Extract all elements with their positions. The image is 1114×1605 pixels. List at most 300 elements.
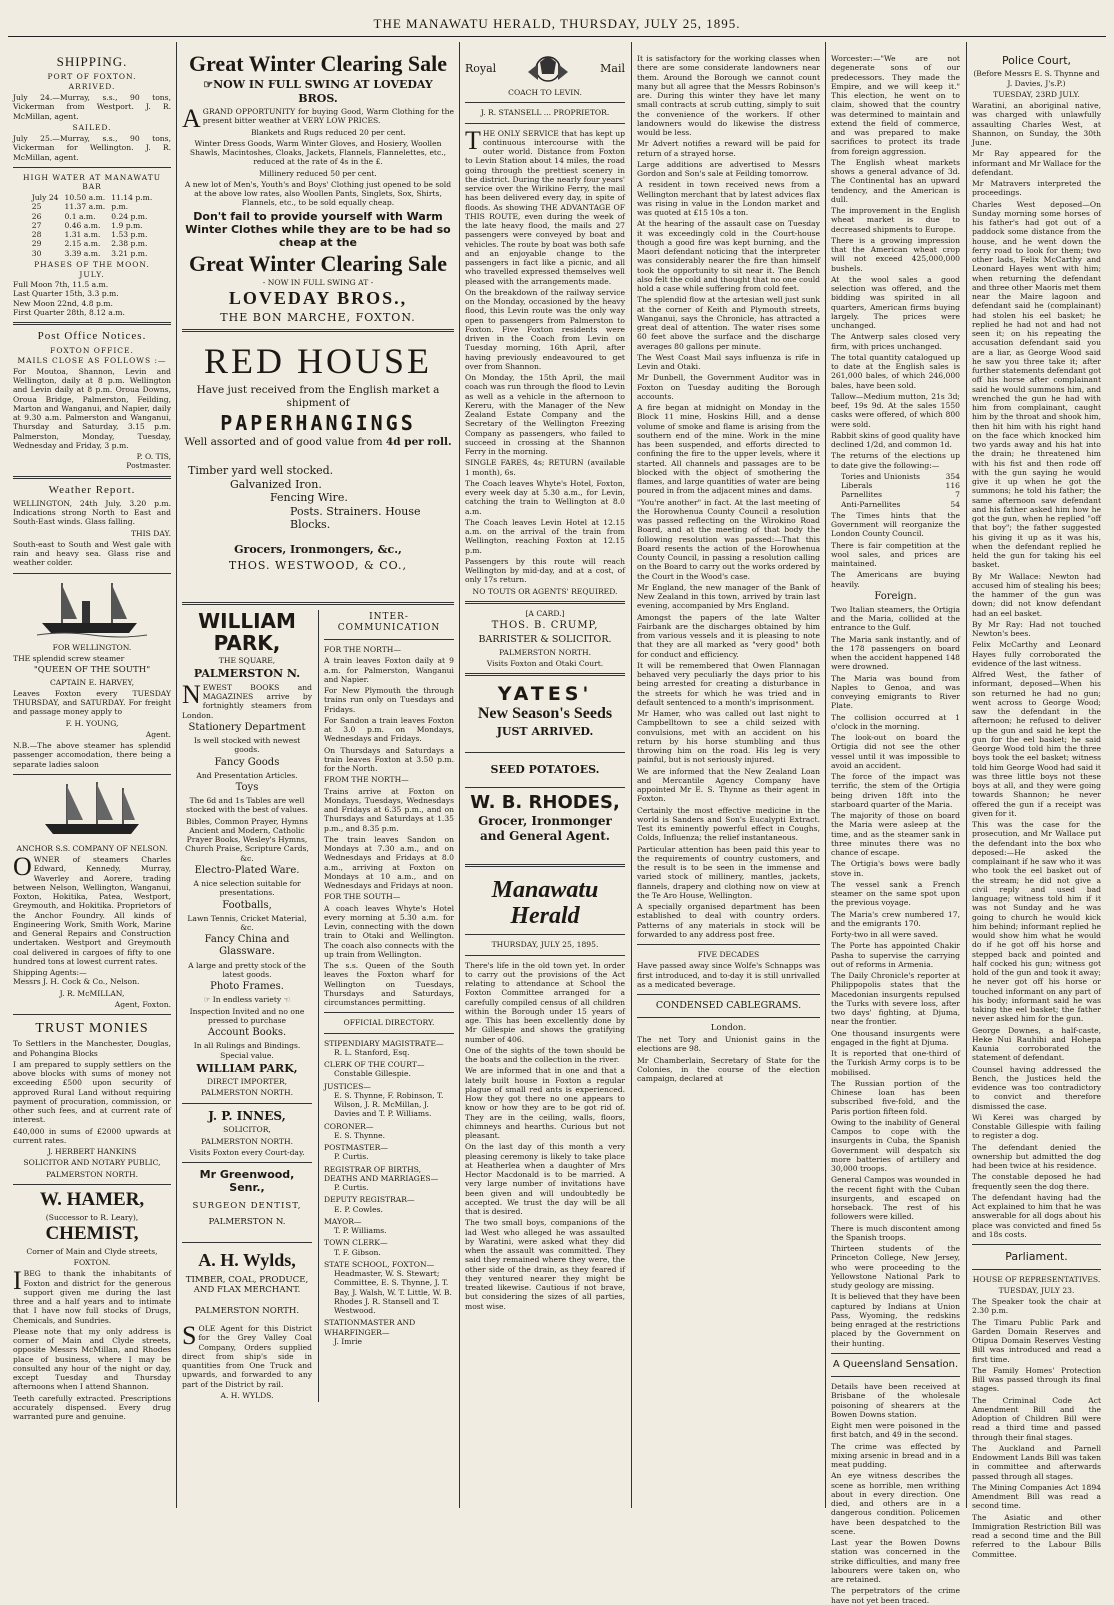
rh-grocers: Grocers, Ironmongers, &c., bbox=[234, 543, 402, 557]
tide-cell: 10.50 a.m. bbox=[64, 193, 106, 203]
news-10: "You're another" in fact. At the last meeting of the Horowhenua County Council a resolution was passed reflecting on the Wirokino Road Board, and at the meeting of that body the following resolution was passed:—That this Board resents the action of the Horowhenua County Council, in passing a resolution calling on the Board to carry out the works ordered by the Court in the Wood's case. bbox=[637, 497, 820, 581]
card-label: [A CARD.] bbox=[525, 608, 565, 618]
masthead bbox=[0, 0, 1114, 42]
tide-cell: 0.46 a.m. bbox=[64, 220, 101, 230]
police-court-4: Charles West deposed—On Sunday morning some horses of his father's had got out of a paddock some distance from the house, and he went down the ferry road to look for them; two other lads, Felix McCarthy and Leonard Hayes went with him; when returning the defendant and three other Maoris met them near the Maire lagoon and defendant said he (complainant) had stolen his eel basket; he replied he had not and had not seen it; on his repeating the accusation defendant said you are a liar, as George Wood said he saw you three take it; after further statements defendant got off his horse after complainant said he would summons him, and wrenched the gun he had with him from complainant, caught him by the throat and shook him, then hit him with his right hand on the face which knocked him two yards away and his hat into the drain; he threatened him with his fist and then rode off with the gun saying he would give it up when he got the summons; he told his father; the same afternoon saw defendant and his father asked him how he got the gun, when he replied "off that boy"; the father suggested his giving it up as it was his, when the defendant replied he held the gun for taking his eel basket. bbox=[972, 199, 1101, 570]
police-court-7: Felix McCarthy and Leonard Hayes fully corroborated the evidence of the last witness. bbox=[972, 640, 1101, 668]
divider bbox=[465, 787, 625, 788]
foreign-12: The Porte has appointed Chakir Pasha to supervise the carrying out of reforms in Armenia. bbox=[831, 941, 960, 969]
wp-toys-2: The 6d and 1s Tables are well stocked with the best of values. bbox=[186, 796, 308, 815]
ic-f2: The train leaves Sandon on Mondays at 7.30 a.m., and on Wednesdays and Fridays at 8.0 a.m., arriving at Foxton on Mondays at 10 a.m., and on Wednesdays and Fridays at noon. bbox=[324, 834, 454, 891]
wp-ep-2: A nice selection suitable for presentations. bbox=[193, 879, 301, 898]
election-row bbox=[831, 500, 960, 509]
coach-text-3: On Monday, the 15th April, the mail coach was run through the flood to Levin as well as a vehicle in the afternoon to Kereru, with the Manager of the New Zealand Estate Company and the Secretary of the Wellington Freezing Company as passengers, who failed to succeed in crossing at the Shannon Ferry in the morning. bbox=[465, 373, 625, 456]
divider bbox=[13, 476, 171, 479]
wp-account-2: In all Rulings and Bindings. Special value. bbox=[193, 1041, 301, 1060]
divider bbox=[324, 639, 454, 640]
weather-day: THIS DAY. bbox=[130, 528, 171, 538]
news-16: Certainly the most effective medicine in the world is Sanders and Son's Eucalypti Extract. Test its eminently powerful effect in Coughs, Colds, Influenza; the relief instantaneous. bbox=[637, 805, 820, 843]
coach-heading: COACH TO LEVIN. bbox=[508, 88, 582, 97]
tide-cell: 0.1 a.m. bbox=[64, 211, 96, 221]
tide-cell: 1.53 p.m. bbox=[111, 230, 148, 240]
queen-of-south: "QUEEN OF THE SOUTH" bbox=[33, 665, 151, 676]
police-court-10: George Downes, a half-caste, Heke Nui Rauhihi and Hohepa Kaunia corroborated the statement of defendant. bbox=[972, 1025, 1101, 1063]
wire-5: At the wool sales a good selection was offered, and the bidding was spirited in all quarters, American firms buying largely. The prices were unchanged. bbox=[831, 274, 960, 330]
tide-cell: 0.24 p.m. bbox=[111, 211, 148, 221]
foreign-14: One thousand insurgents were engaged in the fight at Djuma. bbox=[831, 1028, 960, 1047]
divider bbox=[13, 167, 171, 168]
news-7: The West Coast Mail says influenza is rife in Levin and Otaki. bbox=[637, 352, 820, 371]
police-court-8: Alfred West, the father of informant, deposed—When his son returned he had no gun; went across to George Wood; saw the defendant in the afternoon; he refused to deliver up the gun and said he kept the gun for the eel basket; he said George Wood told him the three boys took the eel basket; witness told him George Wood had said it was three little boys not these boys at all, and they were going towards Shannon; he never offered the gun if a receipt was given for it. bbox=[972, 670, 1101, 818]
innes-name: J. P. INNES, bbox=[208, 1108, 286, 1123]
divider bbox=[465, 601, 625, 604]
greenwood-title: SURGEON DENTIST, bbox=[192, 1200, 302, 1211]
arrived-label: ARRIVED. bbox=[68, 82, 116, 91]
wire-6: The Antwerp sales closed very firm, with prices unchanged. bbox=[831, 332, 960, 351]
red-house-value bbox=[182, 436, 454, 449]
greenwood-town: PALMERSTON N. bbox=[208, 1217, 286, 1228]
hamer-town: FOXTON. bbox=[73, 1258, 111, 1268]
news-17: Particular attention has been paid this year to the requirements of country customers, and the result is to be seen in the immense and varied stock of millinery, mantles, jackets, flannels, drapery and clothing now on view at the Te Aro House, Wellington. bbox=[637, 844, 820, 900]
tide-table bbox=[29, 193, 156, 258]
masthead-title: THE MANAWATU HERALD, THURSDAY, JULY 25, 1895. bbox=[373, 16, 741, 31]
editorial-1: There's life in the old town yet. In order to carry out the provisions of the Act relating to attendance at School the Foxton Committee arranged for a carefully compiled census of all children within the Borough under 15 years of age. This has been excellently done by Mr Gillespie and shows the gratifying number of 406. bbox=[465, 960, 625, 1044]
queen-agent-title: Agent. bbox=[145, 729, 171, 739]
news-18: A specially organised department has been established to deal with country orders. Patterns of any materials in stock will be forwarded to any address post free. bbox=[637, 902, 820, 939]
bon-marche: THE BON MARCHE, FOXTON. bbox=[220, 310, 416, 324]
wp-name: WILLIAM PARK, bbox=[198, 609, 296, 656]
tide-cell: p.m. bbox=[111, 202, 129, 212]
foreign-20: Thirteen students of the Princeton College, New Jersey, who were proceeding to the Yellowstone National Park to study geology are missing. bbox=[831, 1244, 960, 1291]
divider bbox=[13, 573, 171, 574]
news-13: It will be remembered that Owen Flannagan behaved very peculiarly the days prior to his being arrested for creating a disturbance in the streets for which he was tried and in default sentenced to a month's imprisonment. bbox=[637, 660, 820, 707]
police-court-column bbox=[966, 42, 1102, 1559]
news-3: Large additions are advertised to Messrs Gordon and Son's sale at Feilding tomorrow. bbox=[637, 159, 820, 178]
od-value: J. Imrie bbox=[334, 1336, 363, 1346]
foreign-16: The Russian portion of the Chinese loan has been subscribed five-fold, and the Paris portion fifteen fold. bbox=[831, 1078, 960, 1116]
tide-cell: 1.31 a.m. bbox=[64, 230, 101, 240]
cablegram-2: Mr Chamberlain, Secretary of State for the Colonies, in the course of the election campaign, declared at bbox=[637, 1055, 820, 1084]
foreign-3: The Maria was bound from Naples to Genoa, and was conveying emigrants to River Plate. bbox=[831, 673, 960, 711]
foreign-news-column bbox=[831, 42, 960, 1605]
anchor-heading: ANCHOR S.S. COMPANY OF NELSON. bbox=[16, 843, 168, 853]
divider bbox=[13, 774, 171, 775]
spacer bbox=[182, 531, 454, 541]
divider bbox=[465, 673, 625, 676]
anchor-text: OWNER of steamers Charles Edward, Kennedy, Murray, Waverley and Aorere, trading between Nelson, Wellington, Wanganui, Foxton, Hokitika, Patea, Westport, Greymouth, and Hokitika. Proprietors of the Anchor Foundry. All kinds of Engineering Work, Smith Work, Marine and General Repairs and Construction undertaken. Westport and Greymouth coal delivered in cargoes of fifty to one hundred tons at lowest current rates. bbox=[13, 852, 171, 966]
royal-crest-icon bbox=[524, 52, 572, 86]
cablegrams-heading: CONDENSED CABLEGRAMS. bbox=[655, 1000, 802, 1011]
news-6: The splendid flow at the artesian well just sunk at the corner of Keith and Plymouth streets, Wanganui, says the Chronicle, has attracted a great deal of attention. The water rises some 60 feet above the surface and the discharge averages 80 gallons per minute. bbox=[637, 295, 820, 351]
anchor-agents-heading: Shipping Agents:— bbox=[13, 968, 87, 978]
moon-list bbox=[13, 280, 171, 317]
divider bbox=[465, 864, 625, 867]
tide-cell: 3.39 a.m. bbox=[64, 248, 101, 258]
ic-n1: A train leaves Foxton daily at 9 a.m. for Palmerston, Wanganui and Napier. bbox=[324, 656, 454, 684]
od-value: R. L. Stanford, Esq. bbox=[334, 1047, 410, 1057]
gwcs-line-4: A new lot of Men's, Youth's and Boys' Clothing just opened to be sold at the above low rates, also Woollen Pants, Singlets, Sox, Shirts, Flannels, etc., to be sold equally cheap. bbox=[184, 179, 452, 208]
tide-cell: 2.38 p.m. bbox=[111, 239, 148, 249]
wp-town-2: PALMERSTON NORTH. bbox=[200, 1088, 294, 1098]
tide-cell: 28 bbox=[31, 230, 42, 240]
moon-item: First Quarter 28th, 8.12 a.m. bbox=[13, 307, 125, 317]
royal-mail-header bbox=[465, 52, 625, 86]
divider bbox=[182, 602, 454, 605]
ic-from: FROM THE NORTH— bbox=[324, 775, 409, 785]
parliament-5: The Auckland and Parnell Endowment Lands Bill was taken in committee and afterwards passed through all stages. bbox=[972, 1443, 1101, 1481]
police-court-11: Counsel having addressed the Bench, the Justices held the evidence was too contradictory to convict and therefore dismissed the case. bbox=[972, 1064, 1101, 1111]
tide-cell: July 24 bbox=[31, 193, 59, 203]
tide-row bbox=[29, 212, 156, 221]
hamer-name: W. HAMER, bbox=[39, 1188, 145, 1210]
queen-text: Leaves Foxton every TUESDAY THURSDAY, and SATURDAY. For freight and passage money apply to bbox=[13, 688, 171, 717]
od-value: T. P. Williams. bbox=[334, 1226, 387, 1236]
election-count: 7 bbox=[955, 490, 960, 500]
divider bbox=[465, 955, 625, 956]
divider bbox=[465, 752, 625, 753]
foreign-21: It is believed that they have been captured by Indians at Union Pass, Wyoming, the redskins being enraged at the restrictions placed by the Government on their hunting. bbox=[831, 1292, 960, 1348]
parliament-heading: Parliament. bbox=[1005, 1250, 1068, 1264]
queen-nb: N.B.—The above steamer has splendid passenger accomodation, there being a separate ladies saloon bbox=[13, 741, 171, 769]
lower-columns bbox=[182, 610, 454, 1402]
weather-text: WELLINGTON, 24th July, 3.20 p.m. Indications strong North to East and South-East winds. Glass falling. bbox=[13, 498, 171, 527]
foreign-10: The Maria's crew numbered 17, and the emigrants 170. bbox=[831, 909, 960, 928]
mails-text: For Moutoa, Shannon, Levin and Wellington, daily at 8 p.m. Wellington and Levin daily at 8 p.m. Oroua Downs, Oroua Bridge, Palmerston, Feilding, Marton and Wanganui, and Napier, daily at 9.30 a.m. Palmerston and Wanganui, Thursday and Saturday, 3.15 p.m. Palmerston, Monday, Tuesday, Wednesday and Friday, 3 p.m. bbox=[13, 366, 171, 450]
gwcs-heading-2: Great Winter Clearing Sale bbox=[188, 250, 448, 276]
divider bbox=[324, 1033, 454, 1034]
tide-cell: 27 bbox=[31, 220, 42, 230]
tide-row bbox=[29, 230, 156, 239]
tide-row bbox=[29, 221, 156, 230]
editorial-3: We are informed that in one and that a lately built house in Foxton a regular plague of small red ants is experienced. How they got there no one appears to know or how they are to be got rid of. They are in the ceiling, walls, floors, chimneys and hearths. Curious but not pleasant. bbox=[465, 1066, 625, 1141]
news-column bbox=[637, 42, 820, 1508]
wp-bibles: Bibles, Common Prayer, Hymns Ancient and Modern, Catholic Prayer Books, Wesley's Hymns, Church Praise, Scripture Cards, &c. bbox=[185, 816, 309, 863]
fares: SINGLE FARES, 4s; RETURN (available 1 month), 6s. bbox=[465, 458, 625, 477]
news-11: Mr England, the new manager of the Bank of New Zealand in this town, arrived by train last evening, accompanied by Mrs England. bbox=[637, 582, 820, 611]
anchor-foxton-agent: J. R. McMILLAN, bbox=[59, 988, 125, 998]
crump-name: THOS. B. CRUMP, bbox=[491, 620, 599, 631]
wire-12: There is fair competition at the wool sales, and prices are maintained. bbox=[831, 540, 960, 568]
police-court-2: Mr Ray appeared for the informant and Mr Wallace for the defendant. bbox=[972, 149, 1102, 177]
gwcs-bold: Don't fail to provide yourself with Warm Winter Clothes while they are to be had so cheap at the bbox=[185, 209, 451, 250]
ic-heading: INTER-COMMUNICATION bbox=[337, 612, 441, 634]
divider bbox=[972, 1244, 1101, 1245]
election-party: Parnellites bbox=[841, 490, 883, 500]
greenwood-name: Mr Greenwood, Senr., bbox=[199, 1168, 295, 1195]
police-court-13: The defendant denied the ownership but admitted the dog had been twice at his residence. bbox=[972, 1142, 1101, 1171]
weather-text-2: South-east to South and West gale with rain and heavy sea. Glass rise and weather colder. bbox=[13, 539, 171, 568]
wylds-text: SOLE Agent for this District for the Grey Valley Coal Company, Orders supplied direct from ship's side in quantities from One Truck and upwards, and forwarded to any part of the District by rail. bbox=[182, 1321, 312, 1389]
column-5-split bbox=[831, 42, 1102, 1605]
parliament-2: The Timaru Public Park and Garden Domain Reserves and Otipua Domain Reserves Vesting Bill was introduced and read a first time. bbox=[972, 1317, 1101, 1364]
news-14: Mr Hamer, who was called out last night to Campbelltown to see a child seized with convulsions, met with an accident on his return by his horse stumbling and thus throwing him on the road. His leg is very painful, but is not seriously injured. bbox=[637, 709, 820, 765]
divider bbox=[831, 1353, 960, 1354]
divider bbox=[13, 322, 171, 325]
divider bbox=[13, 1014, 171, 1015]
no-touts: NO TOUTS OR AGENTS' REQUIRED. bbox=[472, 586, 618, 596]
divider bbox=[182, 329, 454, 332]
crump-town: PALMERSTON NORTH. bbox=[498, 647, 592, 657]
royal-label: Royal bbox=[465, 62, 497, 76]
queensland-6: The perpetrators of the crime have not yet been traced. bbox=[831, 1586, 960, 1605]
tide-heading: HIGH WATER AT MANAWATU BAR bbox=[22, 172, 162, 191]
election-count: 54 bbox=[950, 499, 960, 509]
foreign-7: The majority of those on board the Maria were asleep at the time, and as the steamer sank in three minutes there was no chance of escape. bbox=[831, 811, 960, 858]
wire-13: The Americans are buying heavily. bbox=[831, 570, 960, 589]
moon-item: New Moon 22nd, 4.8 p.m. bbox=[13, 298, 113, 308]
divider bbox=[637, 944, 820, 945]
innes-title: SOLICITOR, bbox=[223, 1125, 271, 1135]
police-court-1: Waratini, an aboriginal native, was charged with unlawfully assaulting Charles West, at Shannon, on Sunday, the 30th June. bbox=[972, 101, 1101, 148]
police-court-6: By Mr Ray: Had not touched Newton's bees. bbox=[972, 619, 1101, 639]
wire-3: The improvement in the English wheat market is due to decreased shipments to Europe. bbox=[831, 206, 960, 234]
divider bbox=[637, 994, 820, 995]
divider bbox=[465, 102, 625, 103]
wp-fancy-2: And Presentation Articles. bbox=[196, 770, 298, 780]
park-column bbox=[182, 610, 312, 1402]
od-value: E. S. Thynne. bbox=[334, 1130, 386, 1140]
od-title: REGISTRAR OF BIRTHS, DEATHS AND MARRIAGES— bbox=[324, 1164, 439, 1183]
divider bbox=[972, 1269, 1101, 1270]
seeds-heading: New Season's Seeds bbox=[477, 705, 613, 723]
foreign-6: The force of the impact was terrific, the stem of the Ortigia being driven 18ft into the starboard quarter of the Maria. bbox=[831, 772, 960, 809]
gwcs-text: AGRAND OPPORTUNITY for buying Good, Warm Clothing for the present bitter weather at VERY LOW PRICES. bbox=[182, 104, 454, 133]
parliament-4: The Criminal Code Act Amendment Bill and the Adoption of Children Bill were read a third time and passed through their final stages. bbox=[972, 1395, 1101, 1442]
police-court-9: This was the case for the prosecution, and Mr Wallace put the defendant into the box who deposed:—He asked the complainant if he saw who it was who took the eel basket out of the stream; he did not give a civil reply and used bad language; witness told him if it was not Sunday and he was going to church he would kick him behind; informant replied he would show him what he would do if he got off his horse and stepped back and pointed and half cocked his gun; witness got hold of the gun and took it away; he never got off his horse or touched informant on any part of his body; informant said he was taking the eel basket; the father never asked him for the gun. bbox=[972, 820, 1101, 1024]
mails-heading: MAILS CLOSE AS FOLLOWS :— bbox=[17, 355, 167, 365]
news-8: Mr Dunbell, the Government Auditor was in Foxton on Tuesday auditing the Borough accounts. bbox=[637, 373, 820, 401]
moon-item: Last Quarter 15th, 3.3 p.m. bbox=[13, 289, 119, 299]
coach-text: THE ONLY SERVICE that has kept up continuous intercourse with the outer world. Distance from Foxton to Levin Station about 14 miles, the road going through the prettiest scenery in the district. During the nearly four years' service over the Wirikino Ferry, the mail has been delivered every day, in spite of floods. As showing THE ADVANTAGE OF THIS ROUTE, even during the week of the late heavy flood, the mails and 27 passengers were conveyed by boat and vehicles. The route by boat was both safe and an enjoyable change to the passengers in fact like a picnic, and all who travelled expressed themselves well pleased with the arrangements made. bbox=[465, 125, 625, 286]
od-title: POSTMASTER— bbox=[324, 1143, 388, 1153]
tide-cell: 1.9 p.m. bbox=[111, 220, 143, 230]
wp-foot: Footballs, bbox=[222, 899, 272, 911]
tide-cell: 25 bbox=[31, 202, 42, 212]
column-4 bbox=[632, 42, 825, 1508]
tide-row bbox=[29, 249, 156, 258]
coach-text-4: The Coach leaves Whyte's Hotel, Foxton, every week day at 5.30 a.m., for Levin, catching the train to Wellington at 8.0 a.m. bbox=[465, 478, 625, 516]
ic-s2: The s.s. Queen of the South leaves the Foxton wharf for Wellington on Tuesdays, Thursdays and Saturdays, circumstances permitting. bbox=[324, 961, 454, 1008]
post-heading: Post Office Notices. bbox=[37, 330, 147, 343]
tide-cell: 26 bbox=[31, 211, 42, 221]
sailed-text: July 25.—Murray, s.s., 90 tons, Vickerman for Wellington. J. R. McMillan, agent. bbox=[13, 134, 171, 162]
od-value: E. P. Cowles. bbox=[334, 1204, 383, 1214]
trust-sign-2: SOLICITOR AND NOTARY PUBLIC, bbox=[23, 1158, 161, 1168]
queen-agent: F. H. YOUNG, bbox=[65, 718, 119, 728]
wp-foot-2: Lawn Tennis, Cricket Material, &c. bbox=[187, 913, 307, 933]
police-court-heading: Police Court, bbox=[1001, 54, 1072, 67]
divider bbox=[13, 1184, 171, 1185]
cablegrams-london: London. bbox=[710, 1022, 747, 1033]
wp-account: Account Books. bbox=[207, 1027, 287, 1039]
trust-text-2: I am prepared to supply settlers on the above blocks with sums of money not exceeding £500 upon security of approved Rural Land without requiring payment of procuration, commission, or other such fees, and at current rate of interest. bbox=[13, 1059, 171, 1125]
tide-cell: 11.14 p.m. bbox=[111, 193, 153, 203]
tide-row bbox=[29, 239, 156, 248]
tide-row bbox=[29, 193, 156, 202]
divider bbox=[182, 1103, 312, 1104]
wire-10: The returns of the elections up to date give the following:— bbox=[831, 451, 960, 470]
wp-name-2: WILLIAM PARK, bbox=[196, 1061, 298, 1075]
wp-town: PALMERSTON N. bbox=[193, 667, 301, 681]
red-house-heading: RED HOUSE bbox=[203, 341, 432, 382]
ic-f1: Trains arrive at Foxton on Mondays, Tuesdays, Wednesdays and Fridays at 6.35 p.m., and on Thursdays and Saturdays at 1.35 p.m., and 8.35 p.m. bbox=[324, 786, 454, 833]
parliament-3: The Family Homes' Protection Bill was passed through its final stages. bbox=[972, 1365, 1101, 1394]
stansell: J. R. STANSELL ... PROPRIETOR. bbox=[480, 108, 610, 118]
five-decades-heading: FIVE DECADES bbox=[697, 950, 760, 959]
election-row bbox=[831, 481, 960, 490]
gwcs-now: - NOW IN FULL SWING AT - bbox=[262, 277, 374, 287]
police-court-date: TUESDAY, 23RD JULY. bbox=[993, 89, 1080, 99]
coach-text-6: Passengers by this route will reach Wellington by mid-day, and at a cost, of only 17s return. bbox=[465, 556, 625, 585]
foreign-heading: Foreign. bbox=[874, 590, 917, 602]
od-title: DEPUTY REGISTRAR— bbox=[324, 1195, 415, 1205]
intercomm-column bbox=[318, 610, 454, 1402]
gwcs-heading: Great Winter Clearing Sale bbox=[188, 51, 448, 76]
od-list bbox=[324, 1039, 454, 1347]
editorial-5: The two small boys, companions of the lad West who alleged he was assaulted by Waratini, were asked what they did when the assault was committed. They said they remained where they were, the other side of the drain, as they feared if they ventured nearer they might be treated likewise. Cautious if not brave, but considering the sizes of all parties, most wise. bbox=[465, 1218, 625, 1311]
divider bbox=[637, 1017, 820, 1018]
port-label: PORT OF FOXTON. bbox=[47, 71, 137, 81]
for-wellington: FOR WELLINGTON. bbox=[52, 642, 132, 652]
foreign-18: General Campos was wounded in the recent fight with the Cuban insurgents, and escaped on horseback. The rest of his followers were killed. bbox=[831, 1175, 960, 1222]
wp-photo: Photo Frames. bbox=[210, 981, 284, 993]
divider bbox=[465, 934, 625, 935]
moon-month: JULY. bbox=[79, 269, 105, 279]
seed-potatoes: SEED POTATOES. bbox=[490, 763, 600, 777]
yates-heading: YATES' bbox=[497, 683, 593, 706]
wp-photo-2: ☞ In endless variety ☜ bbox=[203, 995, 291, 1005]
wp-inspection: Inspection Invited and no one pressed to purchase bbox=[189, 1006, 305, 1025]
mail-label: Mail bbox=[600, 62, 625, 76]
red-house-value-text: Well assorted and of good value from bbox=[184, 435, 383, 448]
parliament-7: The Asiatic and other Immigration Restriction Bill was read a second time and the Bill referred to the Labour Bills Committee. bbox=[972, 1512, 1101, 1559]
wp-ep: Electro-Plated Ware. bbox=[194, 864, 300, 876]
coach-text-5: The Coach leaves Levin Hotel at 12.15 a.m. on the arrival of the train from Wellington, reaching Foxton at 12.15 p.m. bbox=[465, 517, 625, 555]
paperhangings: PAPERHANGINGS bbox=[220, 410, 416, 435]
election-party: Liberals bbox=[841, 481, 873, 490]
screw-steamer: THE splendid screw steamer bbox=[13, 653, 125, 663]
wp-china-2: A large and pretty stock of the latest goods. bbox=[188, 960, 306, 979]
od-title: CLERK OF THE COURT— bbox=[324, 1060, 425, 1070]
tide-cell: 11.37 a.m. bbox=[64, 202, 106, 212]
rh-posts: Posts. Strainers. House Blocks. bbox=[290, 504, 421, 531]
parliament-6: The Mining Companies Act 1894 Amendment Bill was read a second time. bbox=[972, 1482, 1101, 1511]
hamer-corner: Corner of Main and Clyde streets, bbox=[26, 1246, 158, 1256]
postmaster-name: P. O. TIS, bbox=[136, 452, 171, 462]
tide-cell: 29 bbox=[31, 239, 42, 249]
hamer-text-2: Please note that my only address is corner of Main and Clyde streets, opposite Messrs McMillan, and Rhodes place of business, where I may be consulted any hour of the night or day, except Tuesday and Thursday afternoons when I attend Shannon. bbox=[13, 1326, 171, 1392]
foreign-9: The vessel sank a French steamer on the same spot upon the previous voyage. bbox=[831, 879, 960, 908]
ic-n3: For Sandon a train leaves Foxton at 3.0 p.m. on Mondays, Wednesdays and Fridays. bbox=[324, 715, 454, 744]
ic-n2: For New Plymouth the through trains run only on Tuesdays and Fridays. bbox=[324, 686, 454, 714]
ic-south: FOR THE SOUTH— bbox=[324, 892, 401, 902]
police-court-15: The defendant having had the Act explained to him that he was answerable for all dogs about his place was convicted and fined 5s and 18s costs. bbox=[972, 1192, 1101, 1239]
divider bbox=[831, 1376, 960, 1377]
police-court-14: The constable deposed he had frequently seen the dog there. bbox=[972, 1172, 1101, 1191]
trust-text-3: £40,000 in sums of £2000 upwards at current rates. bbox=[13, 1126, 171, 1145]
trust-heading: TRUST MONIES bbox=[35, 1021, 149, 1037]
hamer-successor: (Successor to R. Leary), bbox=[45, 1212, 139, 1222]
wylds-name: A. H. Wylds, bbox=[198, 1249, 296, 1270]
od-title: STIPENDIARY MAGISTRATE— bbox=[324, 1038, 444, 1048]
foreign-17: Owing to the inability of General Campos to cope with the insurgents in Cuba, the Spanish Government will despatch six more batteries of artillery and 30,000 troops. bbox=[831, 1117, 960, 1174]
editorial-2: One of the sights of the town should be the boats and the collection in the river. bbox=[465, 1045, 625, 1065]
od-title: STATE SCHOOL, FOXTON— bbox=[324, 1259, 435, 1269]
od-title: STATIONMASTER AND WHARFINGER— bbox=[324, 1318, 416, 1337]
news-2: Mr Advert notifies a reward will be paid for return of a strayed horse. bbox=[637, 139, 820, 158]
od-value: P. Curtis. bbox=[334, 1152, 369, 1162]
herald-date: THURSDAY, JULY 25, 1895. bbox=[491, 940, 599, 950]
rh-wire: Fencing Wire. bbox=[270, 491, 348, 505]
hamer-text-3: Teeth carefully extracted. Prescriptions accurately dispensed. Every drug warranted pure and genuine. bbox=[13, 1393, 171, 1422]
foreign-2: The Maria sank instantly, and of the 178 passengers on board when the accident happened 148 were drowned. bbox=[831, 634, 960, 672]
trust-sign-3: PALMERSTON NORTH. bbox=[45, 1169, 139, 1179]
column-1 bbox=[8, 42, 176, 1508]
anchor-foxton-title: Agent, Foxton. bbox=[114, 999, 171, 1009]
arrived-text: July 24.—Murray, s.s., 90 tons, Vickerman from Westport. J. R. McMillan, agent. bbox=[13, 93, 171, 121]
queensland-heading: A Queensland Sensation. bbox=[832, 1358, 959, 1370]
moon-item: Full Moon 7th, 11.5 a.m. bbox=[13, 280, 109, 290]
ic-n4: On Thursdays and Saturdays a train leaves Foxton at 3.50 p.m. for the North. bbox=[324, 745, 454, 774]
election-party: Tories and Unionists bbox=[841, 471, 921, 481]
divider bbox=[465, 123, 625, 124]
tide-cell: 2.15 a.m. bbox=[64, 239, 101, 249]
rh-westwood: THOS. WESTWOOD, & CO., bbox=[228, 558, 408, 572]
wp-stat-2: Is well stocked with newest goods. bbox=[193, 736, 301, 755]
parliament-1: The Speaker took the chair at 2.30 p.m. bbox=[972, 1297, 1101, 1316]
od-value: Headmaster, W. S. Stewart; Committee, E. S. Thynne, J. T. Bay, J. Walsh, W. T. Little, W. B. Rhodes J. R. Stansell and T. Westwood. bbox=[334, 1269, 452, 1316]
queensland-1: Details have been received at Brisbane of the wholesale poisoning of shearers at the Bowen Downs station. bbox=[831, 1382, 960, 1419]
red-house-text: Have just received from the English market a shipment of bbox=[196, 383, 440, 409]
news-5: At the hearing of the assault case on Tuesday it was exceedingly cold in the Court-house though a good fire was kept burning, and the Maori defendant noticing that the interpreter was considerably nearer the fire than himself took the opportunity to sit near it. The Bench also felt the cold and thought that no one could hold a case while suffering from cold feet. bbox=[637, 219, 820, 293]
queensland-3: The crime was effected by mixing arsenic in bread and in a meat pudding. bbox=[831, 1441, 960, 1470]
crump-title: BARRISTER & SOLICITOR. bbox=[478, 634, 612, 646]
od-title: JUSTICES— bbox=[324, 1081, 371, 1091]
od-value: P. Curtis. bbox=[334, 1183, 369, 1193]
police-court-5: By Mr Wallace: Newton had accused him of stealing his bees; the hammer of the gun was down; did not know defendant had an eel basket. bbox=[972, 571, 1101, 618]
wylds-sign: A. H. WYLDS. bbox=[220, 1390, 274, 1400]
rhodes-trade: Grocer, Ironmonger and General Agent. bbox=[478, 814, 612, 843]
moon-heading: PHASES OF THE MOON. bbox=[34, 259, 150, 269]
od-value: E. S. Thynne, F. Robinson, T. Wilson, J. R. McMillan, J. Davies and T. P. Williams. bbox=[334, 1090, 444, 1119]
innes-visit: Visits Foxton every Court-day. bbox=[189, 1147, 305, 1157]
editorial-4: On the last day of this month a very pleasing ceremony is likely to take place at Heatherlea when a daughter of Mrs Hector Macdonald is to be married. A very large number of invitations have been given and will undoubtedly be accepted. We trust the day will be all that is desired. bbox=[465, 1142, 625, 1217]
queensland-2: Eight men were poisoned in the first batch, and 49 in the second. bbox=[831, 1421, 960, 1440]
foreign-4: The collision occurred at 1 o'clock in the morning. bbox=[831, 712, 960, 731]
parliament-date: TUESDAY, JULY 23. bbox=[998, 1285, 1075, 1295]
police-court-3: Mr Matravers interpreted the proceedings. bbox=[972, 179, 1101, 198]
column-2 bbox=[177, 42, 459, 1508]
ic-north: FOR THE NORTH— bbox=[324, 645, 402, 655]
postmaster-title: Postmaster. bbox=[126, 461, 171, 471]
news-12: Amongst the papers of the late Walter Fairbank are the discharges obtained by him from various vessels and it is pleasing to note that they are all marked as "very good" both for conduct and efficiency. bbox=[637, 612, 820, 659]
seeds-arrived: JUST ARRIVED. bbox=[496, 724, 594, 738]
gwcs-subheading: ☞NOW IN FULL SWING AT LOVEDAY BROS. bbox=[203, 78, 433, 105]
od-heading: OFFICIAL DIRECTORY. bbox=[343, 1018, 435, 1028]
election-count: 116 bbox=[945, 481, 960, 490]
divider bbox=[182, 1242, 312, 1243]
news-4: A resident in town received news from a Wellington merchant that by latest advices flax was rising in value in the London market and was quoted at £15 10s a ton. bbox=[637, 180, 820, 217]
cablegram-1: The net Tory and Unionist gains in the elections are 98. bbox=[637, 1035, 820, 1054]
police-court-12: Wi Kerei was charged by Constable Gillespie with failing to register a dog. bbox=[972, 1112, 1101, 1141]
police-court-bench: (Before Messrs E. S. Thynne and J. Davies, J's.P.) bbox=[973, 69, 1100, 88]
parliament-house: HOUSE OF REPRESENTATIVES. bbox=[972, 1274, 1101, 1284]
news-15: We are informed that the New Zealand Loan and Mercantile Agency Company have appointed Mr E. S. Thynne as their agent in Foxton. bbox=[637, 766, 820, 804]
column-4-split bbox=[637, 42, 820, 1508]
chemist-title: CHEMIST, bbox=[45, 1222, 139, 1244]
weather-heading: Weather Report. bbox=[48, 483, 136, 496]
foreign-1: Two Italian steamers, the Ortigia and the Maria, collided at the entrance to the Gulf. bbox=[831, 604, 960, 633]
